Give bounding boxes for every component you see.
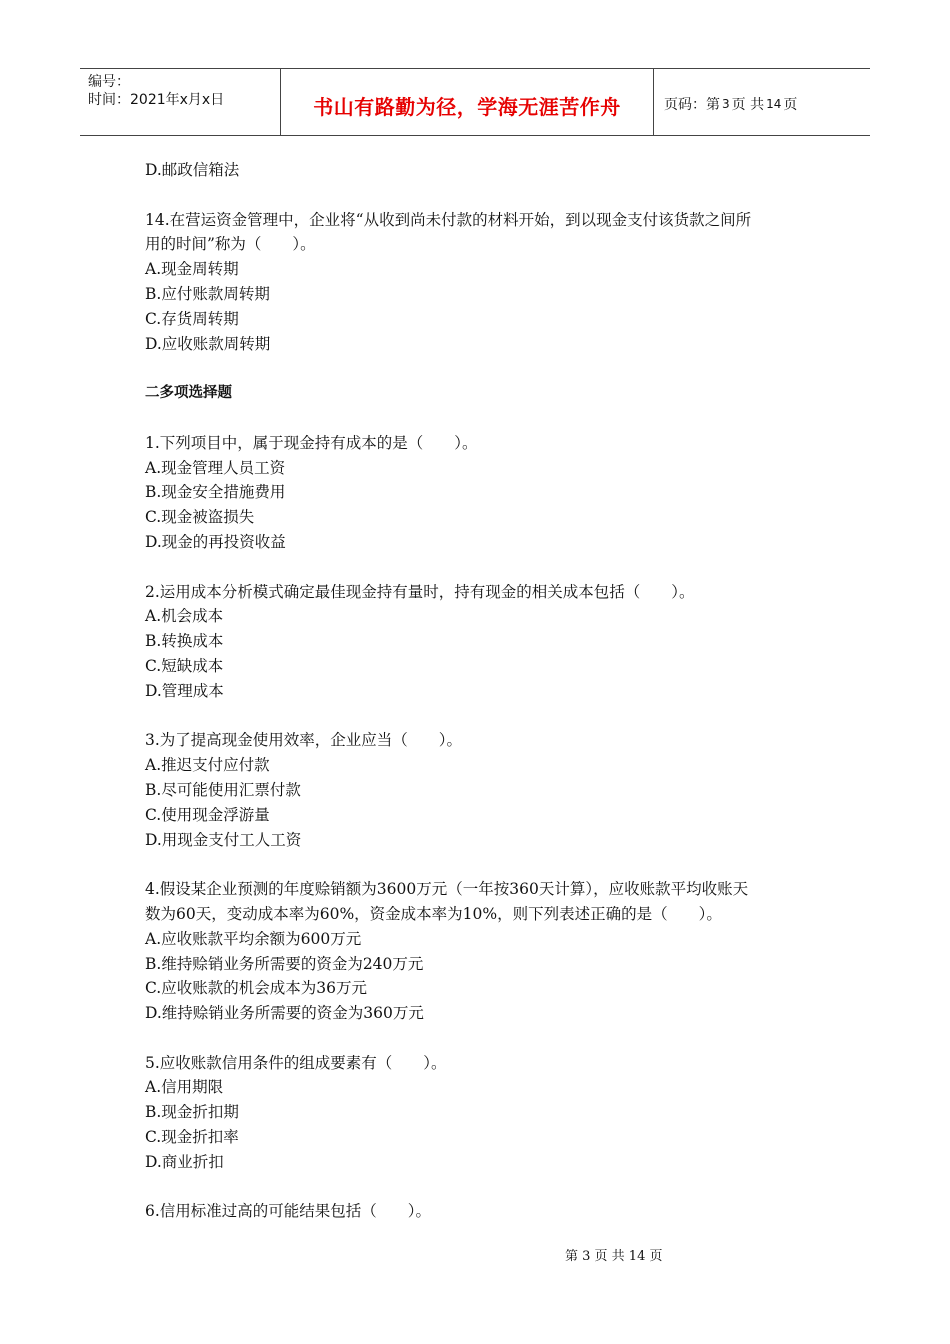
blank-line bbox=[145, 1175, 825, 1200]
page-footer: 第 3 页 共 14 页 bbox=[565, 1249, 663, 1264]
text-line: 1.下列项目中，属于现金持有成本的是（ ）。 bbox=[145, 433, 478, 452]
blank-line bbox=[145, 852, 825, 877]
header-motto: 书山有路勤为径，学海无涯苦作舟 bbox=[313, 94, 621, 119]
blank-line bbox=[145, 555, 825, 580]
text-line: D.邮政信箱法 bbox=[145, 161, 240, 179]
text-line: D.管理成本 bbox=[145, 681, 224, 700]
text-line: A.现金管理人员工资 bbox=[145, 458, 286, 477]
section-heading: 二多项选择题 bbox=[145, 385, 232, 402]
text-line: C.应收账款的机会成本为36万元 bbox=[145, 979, 367, 998]
text-line: D.应收账款周转期 bbox=[145, 334, 271, 353]
text-line: 用的时间”称为（ ）。 bbox=[145, 235, 316, 254]
blank-line bbox=[145, 406, 825, 431]
text-line: D.现金的再投资收益 bbox=[145, 532, 286, 551]
text-line: 5.应收账款信用条件的组成要素有（ ）。 bbox=[145, 1053, 447, 1072]
text-line: C.使用现金浮游量 bbox=[145, 805, 270, 824]
text-line: A.机会成本 bbox=[145, 607, 224, 626]
text-line: 4.假设某企业预测的年度赊销额为3600万元（一年按360天计算），应收账款平均收账天 bbox=[145, 880, 749, 899]
blank-line bbox=[145, 183, 825, 208]
text-line: A.推迟支付应付款 bbox=[145, 756, 270, 775]
text-line: A.现金周转期 bbox=[145, 260, 239, 279]
text-line: B.现金安全措施费用 bbox=[145, 483, 286, 502]
text-line: 6.信用标准过高的可能结果包括（ ）。 bbox=[145, 1202, 432, 1221]
text-line: A.信用期限 bbox=[145, 1078, 224, 1097]
text-line: B.维持赊销业务所需要的资金为240万元 bbox=[145, 954, 424, 973]
text-line: A.应收账款平均余额为600万元 bbox=[145, 929, 362, 948]
text-line: 14.在营运资金管理中，企业将“从收到尚未付款的材料开始，到以现金支付该货款之间所 bbox=[145, 210, 752, 229]
text-line: C.现金折扣率 bbox=[145, 1128, 239, 1147]
page-total: 14 bbox=[766, 97, 782, 111]
text-line: C.短缺成本 bbox=[145, 656, 224, 675]
text-line: C.现金被盗损失 bbox=[145, 508, 255, 527]
text-line: B.现金折扣期 bbox=[145, 1103, 239, 1122]
document-body bbox=[145, 158, 825, 1224]
header-meta bbox=[80, 69, 281, 135]
header-page-info bbox=[654, 71, 870, 137]
text-line: B.转换成本 bbox=[145, 632, 224, 651]
text-line: 数为60天，变动成本率为60%，资金成本率为10%，则下列表述正确的是（ ）。 bbox=[145, 904, 722, 923]
text-line: D.维持赊销业务所需要的资金为360万元 bbox=[145, 1004, 424, 1023]
blank-line bbox=[145, 1026, 825, 1051]
page-header bbox=[80, 68, 870, 136]
document-time-label: 时间：2021年x月x日 bbox=[88, 92, 225, 108]
text-line: 3.为了提高现金使用效率，企业应当（ ）。 bbox=[145, 731, 463, 750]
text-line: 2.运用成本分析模式确定最佳现金持有量时，持有现金的相关成本包括（ ）。 bbox=[145, 582, 695, 601]
text-line: B.应付账款周转期 bbox=[145, 284, 270, 303]
page-prefix: 页码：第 bbox=[664, 97, 720, 113]
document-number-label: 编号： bbox=[88, 74, 130, 90]
page-current: 3 bbox=[722, 97, 730, 111]
blank-line bbox=[145, 356, 825, 381]
text-line: D.商业折扣 bbox=[145, 1152, 224, 1171]
blank-line bbox=[145, 704, 825, 729]
header-motto-cell bbox=[281, 69, 654, 135]
text-line: D.用现金支付工人工资 bbox=[145, 830, 302, 849]
text-line: C.存货周转期 bbox=[145, 309, 239, 328]
page-mid: 页 共 bbox=[731, 97, 765, 113]
text-line: B.尽可能使用汇票付款 bbox=[145, 780, 301, 799]
page-suffix: 页 bbox=[783, 97, 798, 113]
